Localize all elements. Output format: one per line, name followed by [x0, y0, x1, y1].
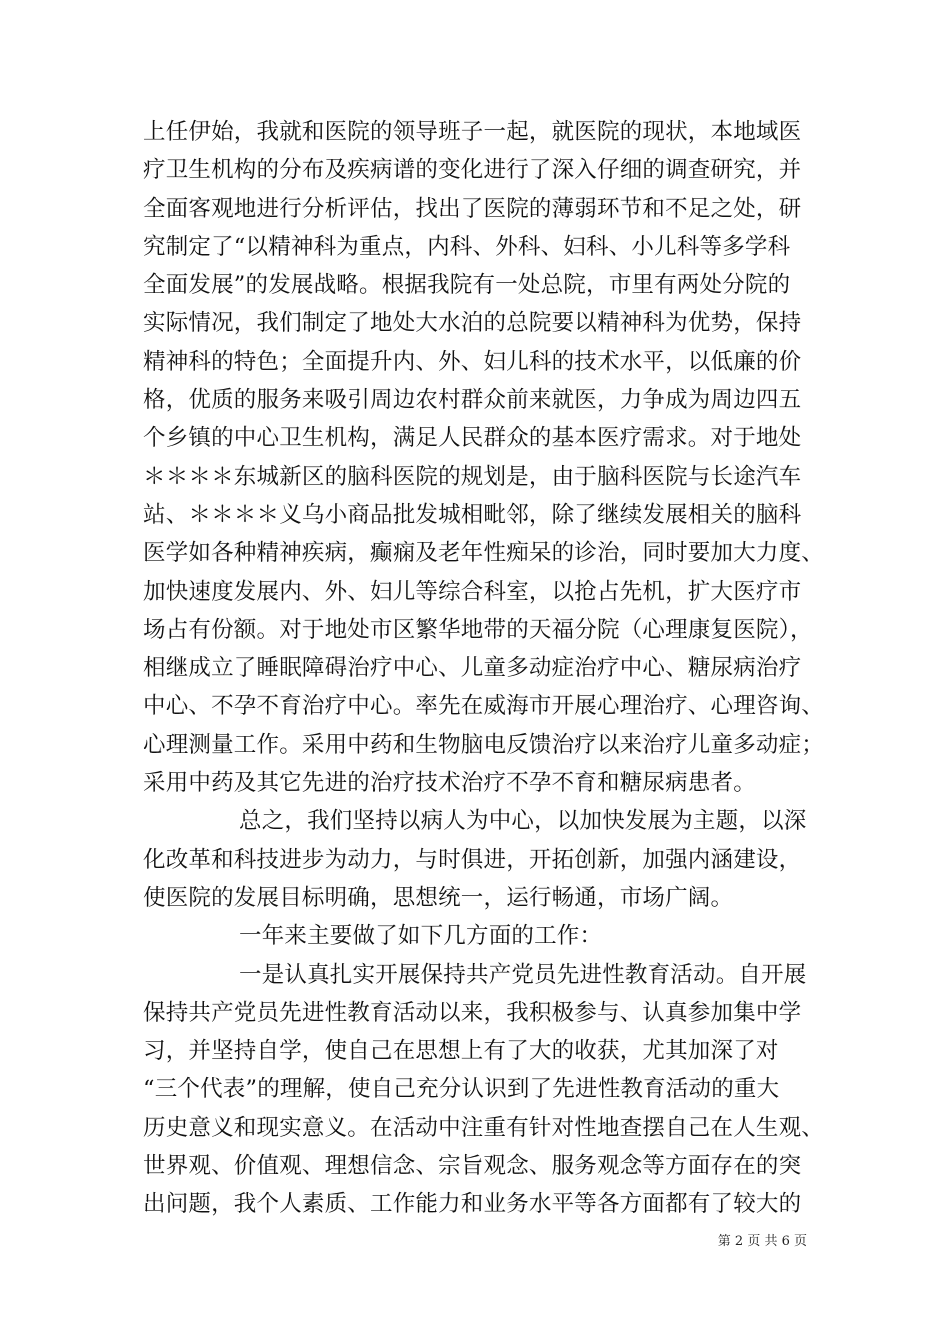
- paragraph-start-line: 一年来主要做了如下几方面的工作：: [239, 923, 603, 950]
- text-line: 世界观、价值观、理想信念、宗旨观念、服务观念等方面存在的突: [143, 1153, 802, 1180]
- text-line: 心理测量工作。采用中药和生物脑电反馈治疗以来治疗儿童多动症；: [143, 731, 825, 758]
- text-line: 保持共产党员先进性教育活动以来，我积极参与、认真参加集中学: [143, 999, 802, 1026]
- text-line: 全面客观地进行分析评估，找出了医院的薄弱环节和不足之处，研: [143, 195, 802, 222]
- text-line: ＊＊＊＊东城新区的脑科医院的规划是，由于脑科医院与长途汽车: [143, 463, 802, 490]
- text-line: 采用中药及其它先进的治疗技术治疗不孕不育和糖尿病患者。: [143, 770, 756, 797]
- page-number-footer: 第 2 页 共 6 页: [717, 1234, 807, 1249]
- text-line: 出问题，我个人素质、工作能力和业务水平等各方面都有了较大的: [143, 1191, 802, 1218]
- text-line: 个乡镇的中心卫生机构，满足人民群众的基本医疗需求。对于地处: [143, 425, 802, 452]
- text-line: 实际情况，我们制定了地处大水泊的总院要以精神科为优势，保持: [143, 310, 802, 337]
- text-line: 上任伊始，我就和医院的领导班子一起，就医院的现状，本地域医: [143, 119, 802, 145]
- text-line: 究制定了“以精神科为重点，内科、外科、妇科、小儿科等多学科: [143, 233, 791, 260]
- text-line: 相继成立了睡眠障碍治疗中心、儿童多动症治疗中心、糖尿病治疗: [143, 655, 802, 682]
- text-line: 站、＊＊＊＊义乌小商品批发城相毗邻，除了继续发展相关的脑科: [143, 501, 802, 528]
- text-line: 疗卫生机构的分布及疾病谱的变化进行了深入仔细的调查研究，并: [143, 157, 802, 184]
- paragraph-start-line: 一是认真扎实开展保持共产党员先进性教育活动。自开展: [239, 961, 807, 988]
- text-line: 场占有份额。对于地处市区繁华地带的天福分院（心理康复医院），: [143, 616, 813, 643]
- text-line: 全面发展”的发展战略。根据我院有一处总院，市里有两处分院的: [143, 272, 791, 299]
- paragraph-start-line: 总之，我们坚持以病人为中心，以加快发展为主题，以深: [239, 808, 807, 835]
- text-line: 化改革和科技进步为动力，与时俱进，开拓创新，加强内涵建设，: [143, 846, 802, 873]
- text-line: 加快速度发展内、外、妇儿等综合科室，以抢占先机，扩大医疗市: [143, 578, 802, 605]
- text-line: 中心、不孕不育治疗中心。率先在威海市开展心理治疗、心理咨询、: [143, 693, 825, 720]
- text-line: “三个代表”的理解，使自己充分认识到了先进性教育活动的重大: [143, 1076, 780, 1103]
- text-line: 医学如各种精神疾病，癫痫及老年性痴呆的诊治，同时要加大力度、: [143, 540, 825, 567]
- body-text: [143, 113, 843, 1224]
- text-line: 使医院的发展目标明确，思想统一，运行畅通，市场广阔。: [143, 884, 734, 911]
- text-line: 习，并坚持自学，使自己在思想上有了大的收获，尤其加深了对: [143, 1038, 779, 1065]
- text-line: 格，优质的服务来吸引周边农村群众前来就医，力争成为周边四五: [143, 387, 802, 414]
- text-line: 历史意义和现实意义。在活动中注重有针对性地查摆自己在人生观、: [143, 1114, 825, 1141]
- text-line: 精神科的特色；全面提升内、外、妇儿科的技术水平，以低廉的价: [143, 348, 802, 375]
